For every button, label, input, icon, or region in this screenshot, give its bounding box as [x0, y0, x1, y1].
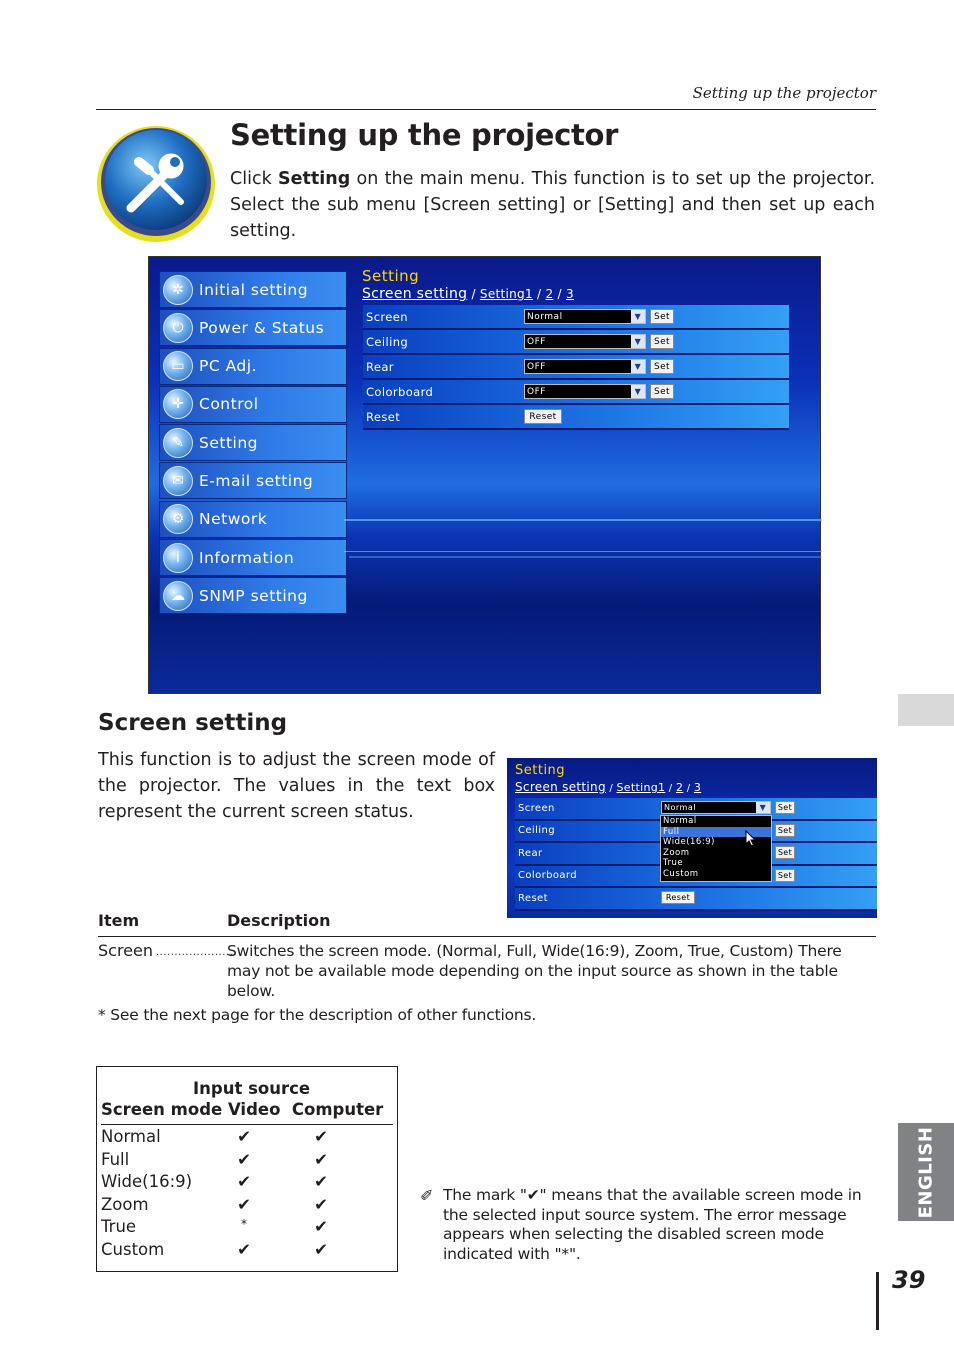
- settings-row-rear: Rear OFF ▼ Set: [363, 355, 789, 380]
- screen-setting-text: This function is to adjust the screen mode of the projector. The values in the text box represent the current screen status.: [98, 750, 495, 822]
- chevron-down-icon: ▼: [631, 385, 645, 398]
- mail-icon: ✉: [163, 466, 193, 496]
- screen-mode-table: [96, 1066, 398, 1272]
- screenshot-heading: Setting: [362, 267, 420, 285]
- table-rule: [98, 936, 876, 937]
- page-title: Setting up the projector: [230, 118, 619, 152]
- mouse-cursor-icon: [745, 830, 757, 848]
- screen-setting-heading: Screen setting: [98, 710, 288, 736]
- colorboard-select[interactable]: OFF ▼: [524, 384, 646, 399]
- note-text: The mark "✔" means that the available screen mode in the selected input source system. The error message appears when selecting the disabled screen mode indicated with "*".: [443, 1186, 862, 1263]
- reset-button[interactable]: Reset: [524, 409, 562, 424]
- menu-item-pc-adj[interactable]: ▭ PC Adj.: [159, 348, 347, 385]
- control-icon: ✛: [163, 389, 193, 419]
- running-head: Setting up the projector: [96, 84, 876, 110]
- ceiling-set-button[interactable]: Set: [775, 824, 795, 837]
- page-number-bar: [876, 1272, 879, 1330]
- intro-paragraph: Click Setting on the main menu. This function is to set up the projector. Select the sub menu [Screen setting] or [Setting] and then set up each setting.: [230, 169, 876, 241]
- header-input-source: Input source: [193, 1079, 311, 1098]
- menu-item-setting[interactable]: ✎ Setting: [159, 424, 347, 461]
- table-row: Full ✔ ✔: [101, 1150, 328, 1169]
- breadcrumb-setting1[interactable]: Setting1: [616, 781, 666, 794]
- rear-set-button[interactable]: Set: [775, 846, 795, 859]
- decorative-dots: [344, 513, 822, 557]
- side-tab: [898, 694, 954, 726]
- screen-setting-screenshot: [507, 758, 877, 918]
- rear-select[interactable]: OFF ▼: [524, 359, 646, 374]
- wrench-icon: ✎: [163, 428, 193, 458]
- breadcrumb-page-3[interactable]: 3: [693, 781, 702, 794]
- settings-row-ceiling: Ceiling OFF ▼ Set: [363, 330, 789, 355]
- info-icon: i: [163, 543, 193, 573]
- table-row: Zoom ✔ ✔: [101, 1195, 328, 1214]
- ceiling-select[interactable]: OFF ▼: [524, 334, 646, 349]
- reset-button[interactable]: Reset: [661, 891, 695, 904]
- item-screen-description: Switches the screen mode. (Normal, Full, Wide(16:9), Zoom, True, Custom) There may not be available mode depending on the input source as shown in the table below.: [227, 942, 842, 1000]
- side-menu: [159, 271, 347, 616]
- header-rule: [101, 1124, 393, 1125]
- option-true[interactable]: True: [663, 858, 684, 868]
- settings-row-ceiling: Ceiling Set: [515, 821, 877, 844]
- page-number: 39: [892, 1266, 926, 1294]
- gear-icon: ✲: [163, 275, 193, 305]
- option-zoom[interactable]: Zoom: [663, 847, 690, 858]
- settings-screenshot: [148, 256, 821, 694]
- leader-dots: ......................: [156, 947, 237, 958]
- chevron-down-icon: ▼: [631, 335, 645, 348]
- screen-set-button[interactable]: Set: [650, 309, 674, 324]
- screen-select[interactable]: Normal ▼: [661, 801, 771, 814]
- rear-set-button[interactable]: Set: [650, 359, 674, 374]
- breadcrumb-setting1[interactable]: Setting1: [479, 287, 533, 301]
- column-header-item: Item: [98, 911, 140, 930]
- snmp-icon: ☁: [163, 581, 193, 611]
- settings-row-colorboard: Colorboard Set: [515, 866, 877, 889]
- settings-row-reset: Reset Reset: [515, 888, 877, 911]
- settings-row-screen: Screen Normal ▼ Set: [363, 305, 789, 330]
- menu-item-initial-setting[interactable]: ✲ Initial setting: [159, 271, 347, 308]
- screenshot2-heading: Setting: [515, 763, 566, 778]
- column-header-description: Description: [227, 911, 331, 930]
- settings-row-screen: Screen Normal ▼ Set: [515, 798, 877, 821]
- monitor-icon: ▭: [163, 351, 193, 381]
- table-row: Wide(16:9) ✔ ✔: [101, 1172, 328, 1191]
- settings-row-colorboard: Colorboard OFF ▼ Set: [363, 380, 789, 405]
- breadcrumb-current[interactable]: Screen setting: [515, 780, 606, 794]
- language-tab: ENGLISH: [898, 1123, 954, 1221]
- screenshot-breadcrumb: Screen setting / Setting1 / 2 / 3: [362, 286, 574, 302]
- breadcrumb-page-3[interactable]: 3: [566, 287, 574, 301]
- power-icon: ⏻: [163, 313, 193, 343]
- colorboard-set-button[interactable]: Set: [650, 384, 674, 399]
- screen-set-button[interactable]: Set: [775, 801, 795, 814]
- table-row: Custom ✔ ✔: [101, 1240, 328, 1259]
- chevron-down-icon: ▼: [631, 310, 645, 323]
- option-full[interactable]: Full: [661, 827, 771, 838]
- screen-select[interactable]: Normal ▼: [524, 309, 646, 324]
- wrench-screwdriver-icon: [95, 122, 217, 244]
- screenshot2-breadcrumb: Screen setting / Setting1 / 2 / 3: [515, 780, 702, 794]
- option-custom[interactable]: Custom: [663, 868, 699, 879]
- settings-row-rear: Rear Set: [515, 843, 877, 866]
- network-icon: ⚙: [163, 504, 193, 534]
- ceiling-set-button[interactable]: Set: [650, 334, 674, 349]
- screen-mode-dropdown[interactable]: [660, 815, 772, 882]
- chevron-down-icon: ▼: [631, 360, 645, 373]
- menu-item-information[interactable]: i Information: [159, 539, 347, 576]
- option-normal[interactable]: Normal: [663, 816, 697, 826]
- table-row: True * ✔: [101, 1217, 328, 1236]
- header-row: Screen mode Video Computer: [101, 1100, 384, 1119]
- settings-table: [363, 305, 789, 430]
- settings-row-reset: Reset Reset: [363, 405, 789, 430]
- table-row: Normal ✔ ✔: [101, 1127, 328, 1146]
- setting-keyword: Setting: [278, 169, 351, 189]
- breadcrumb-page-2[interactable]: 2: [675, 781, 684, 794]
- chevron-down-icon: ▼: [756, 802, 770, 813]
- menu-item-snmp-setting[interactable]: ☁ SNMP setting: [159, 577, 347, 614]
- menu-item-email-setting[interactable]: ✉ E-mail setting: [159, 462, 347, 499]
- item-screen: Screen: [98, 941, 154, 960]
- option-wide[interactable]: Wide(16:9): [663, 837, 715, 847]
- pencil-icon: ✐: [420, 1186, 434, 1205]
- breadcrumb-page-2[interactable]: 2: [545, 287, 554, 301]
- menu-item-network[interactable]: ⚙ Network: [159, 501, 347, 538]
- colorboard-set-button[interactable]: Set: [775, 869, 795, 882]
- footnote: * See the next page for the description of other functions.: [98, 1006, 537, 1024]
- menu-item-power-status[interactable]: ⏻ Power & Status: [159, 309, 347, 346]
- menu-item-control[interactable]: ✛ Control: [159, 386, 347, 423]
- breadcrumb-current[interactable]: Screen setting: [362, 286, 468, 302]
